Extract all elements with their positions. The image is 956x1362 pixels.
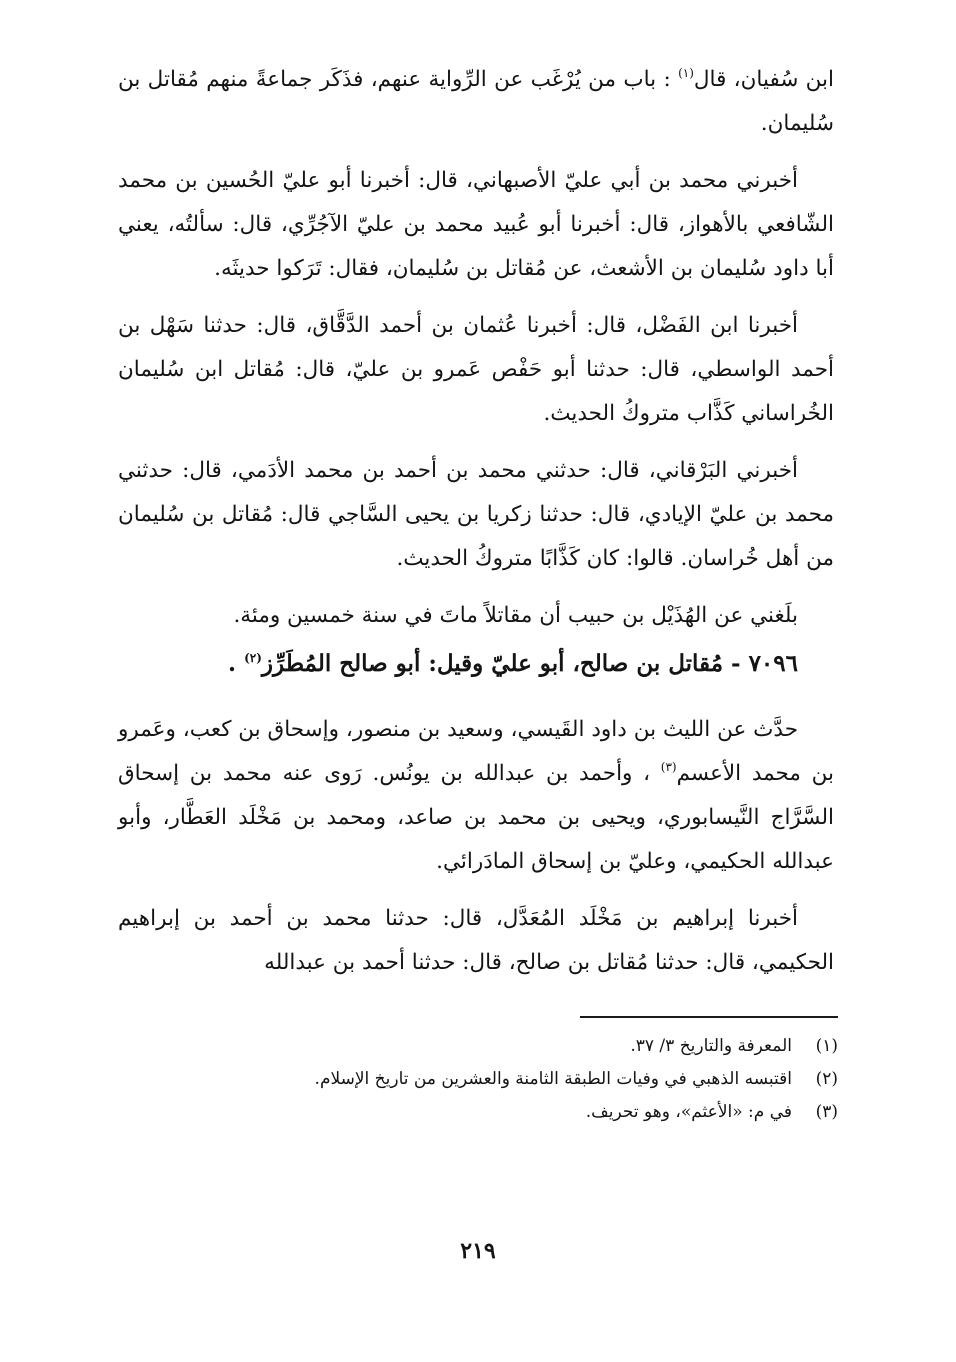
footnote-ref-2: (٢)	[244, 651, 262, 665]
paragraph-3: أخبرنا ابن الفَضْل، قال: أخبرنا عُثمان بن أحمد الدَّقَّاق، قال: حدثنا سَهْل بن أحمد الواسطي، قال: حدثنا أبو حَفْص عَمرو بن عليّ، قال: مُقاتل ابن سُليمان الخُراساني كَذَّاب متروكُ الحديث.	[118, 313, 834, 426]
footnote-ref-1: (١)	[678, 66, 694, 80]
footnote-2	[118, 1063, 838, 1096]
footnote-3	[118, 1096, 838, 1129]
footnote-1-text: المعرفة والتاريخ ٣/ ٣٧.	[630, 1036, 792, 1056]
paragraph-4: أخبرني البَرْقاني، قال: حدثني محمد بن أحمد بن محمد الأدَمي، قال: حدثني محمد بن عليّ الإيادي، قال: حدثنا زكريا بن يحيى السَّاجي قال: مُقاتل بن سُليمان من أهل خُراسان. قالوا: كان كَذَّابًا متروكُ الحديث.	[118, 458, 834, 571]
page-body	[118, 58, 834, 998]
paragraph-7	[118, 708, 834, 884]
paragraph-1-part-b: : باب من يُرْغَب عن الرِّواية عنهم، فذَكَر جماعةً منهم مُقاتل بن سُليمان.	[118, 67, 834, 136]
paragraph-1-part-a: ابن سُفيان، قال	[693, 67, 834, 92]
paragraph-1	[118, 58, 834, 146]
footnote-ref-3: (٣)	[660, 760, 677, 774]
paragraph-7-part-b: ، وأحمد بن عبدالله بن يونُس. رَوى عنه محمد بن إسحاق السَّرَّاج النَّيسابوري، ويحيى بن محمد بن صاعد، ومحمد بن مَخْلَد العَطَّار، وأبو عبدالله الحكيمي، وعليّ بن إسحاق المادَرائي.	[118, 761, 834, 874]
paragraph-2: أخبرني محمد بن أبي عليّ الأصبهاني، قال: أخبرنا أبو عليّ الحُسين بن محمد الشّافعي بالأهواز، قال: أخبرنا أبو عُبيد محمد بن عليّ الآجُرِّي، قال: سألتُه، يعني أبا داود سُليمان بن الأشعث، عن مُقاتل بن سُليمان، فقال: تَرَكوا حديثَه.	[118, 168, 834, 281]
entry-number: ٧٠٩٦	[748, 650, 798, 677]
footnote-2-number: (٢)	[815, 1069, 838, 1089]
paragraph-8: أخبرنا إبراهيم بن مَخْلَد المُعَدَّل، قال: حدثنا محمد بن أحمد بن إبراهيم الحكيمي، قال: حدثنا مُقاتل بن صالح، قال: حدثنا أحمد بن عبدالله	[118, 906, 834, 975]
footnote-1-number: (١)	[815, 1036, 838, 1056]
footnote-2-text: اقتبسه الذهبي في وفيات الطبقة الثامنة والعشرين من تاريخ الإسلام.	[314, 1069, 792, 1089]
entry-end: .	[228, 650, 245, 677]
entry-heading	[118, 642, 834, 686]
paragraph-7-part-a: حدَّث عن الليث بن داود القَيسي، وسعيد بن منصور، وإسحاق بن كعب، وعَمرو بن محمد الأعسم	[118, 717, 835, 786]
footnote-3-text: في م: «الأعثم»، وهو تحريف.	[585, 1102, 792, 1122]
footnote-3-number: (٣)	[815, 1102, 838, 1122]
footnote-divider	[580, 1016, 838, 1018]
paragraph-5: بلَغني عن الهُذَيْل بن حبيب أن مقاتلاً ماتَ في سنة خمسين ومئة.	[233, 603, 798, 628]
page-number: ٢١٩	[460, 1238, 496, 1264]
footnotes	[118, 1030, 838, 1129]
entry-separator: -	[723, 650, 749, 677]
entry-title: مُقاتل بن صالح، أبو عليّ وقيل: أبو صالح المُطَرِّز	[261, 650, 724, 677]
footnote-1	[118, 1030, 838, 1063]
